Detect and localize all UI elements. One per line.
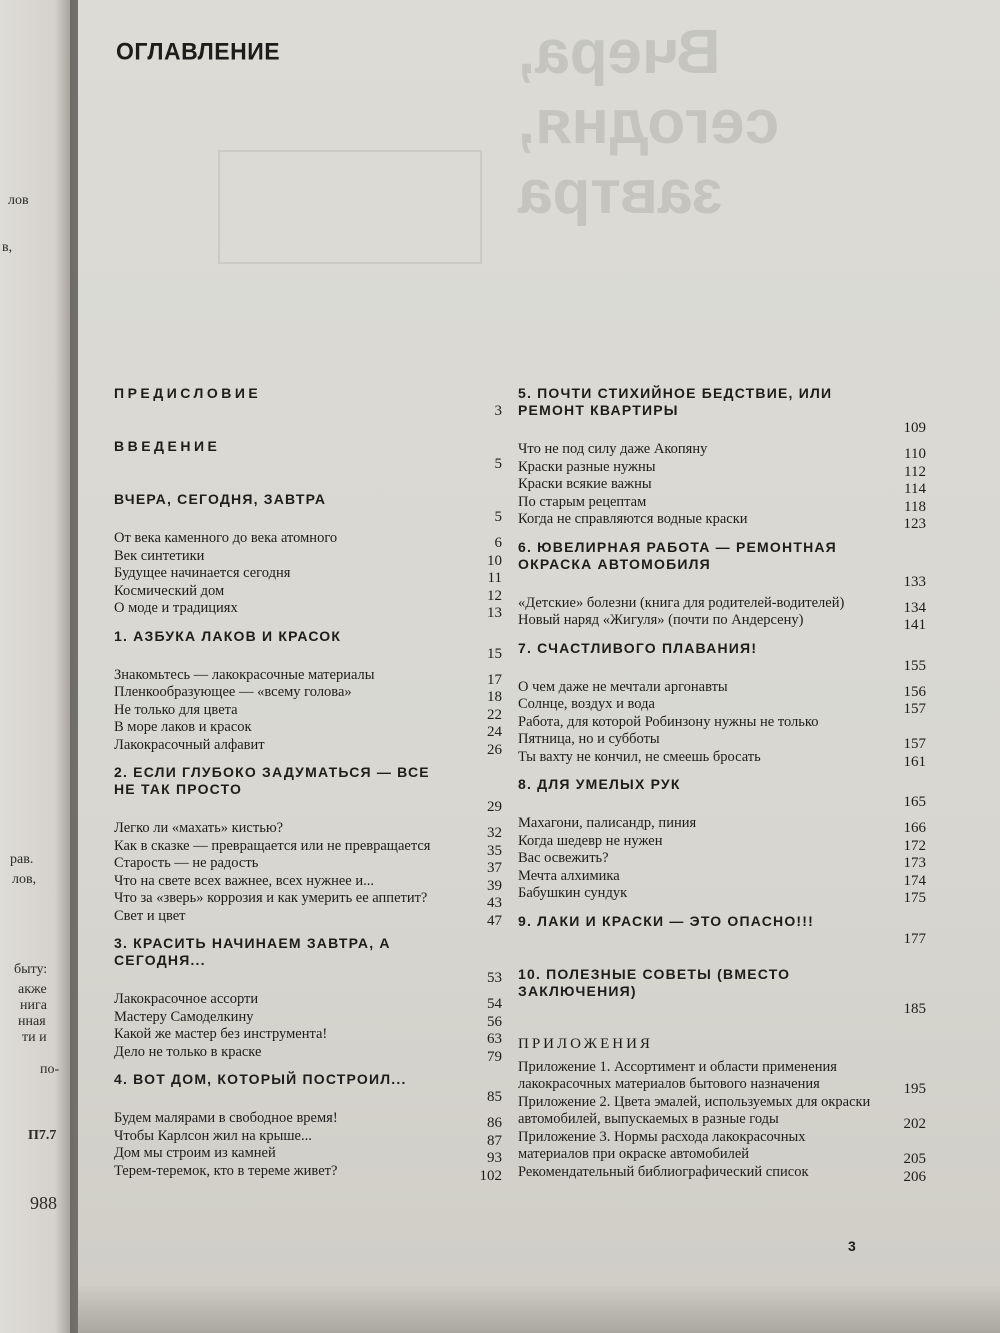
chapter-page-number: 155 [903,657,926,674]
subsection-title: Терем-теремок, кто в тереме живет? [114,1162,338,1179]
subsection-entry [518,678,926,700]
subsection-page-number: 114 [904,481,926,497]
toc-section [518,913,926,956]
chapter-title [518,965,926,1017]
chapter-title-text: ПРЕДИСЛОВИЕ [114,385,262,401]
toc-section [518,538,926,633]
chapter-title [114,764,502,815]
left-page-fragment: рав. [10,852,34,867]
subsection-entry [114,547,502,569]
subsection-title: Что на свете всех важнее, всех нужнее и... [114,872,375,889]
chapter-title [114,1071,502,1105]
subsection-entry [518,867,926,889]
subsection-page-number: 24 [487,724,502,740]
toc-section [114,491,502,621]
section-spacer [518,1000,926,1026]
subsection-title: Приложение 1. Ассортимент и области применения лакокрасочных материалов бытового назначения [518,1058,837,1092]
subsection-title: Рекомендательный библиографический список [518,1163,809,1180]
subsection-page-number: 134 [903,599,926,616]
left-page-fragment: П7.7 [28,1128,57,1143]
subsection-page-number: 175 [903,890,926,906]
subsection-page-number: 18 [487,689,502,705]
subsection-entry [114,582,502,604]
subsection-page-number: 195 [903,1081,926,1097]
subsection-entry [518,493,926,515]
subsection-title: Космический дом [114,582,225,599]
subsection-entry [518,458,926,480]
subsection-entry [518,850,926,871]
toc-section [518,639,926,770]
subsection-title: Лакокрасочное ассорти [114,991,259,1007]
toc-left-column [114,385,502,1190]
subsection-page-number: 202 [903,1116,926,1132]
subsection-page-number: 22 [487,706,502,723]
subsection-entry [114,600,502,621]
subsection-title: Дом мы строим из камней [114,1145,276,1161]
toc-page [78,0,1000,1333]
chapter-title-text: 6. ЮВЕЛИРНАЯ РАБОТА — РЕМОНТНАЯ ОКРАСКА АВТОМОБИЛЯ [518,538,837,572]
show-through-box [218,150,482,264]
toc-section [518,385,926,532]
subsection-entry [114,890,502,911]
chapter-page-number: 53 [487,970,502,986]
subsection-list [518,1058,926,1185]
left-page-fragment: в, [2,240,13,255]
toc-section [114,438,502,481]
subsection-entry [114,991,502,1012]
subsection-page-number: 118 [904,498,926,515]
subsection-page-number: 87 [487,1132,502,1149]
chapter-page-number: 185 [903,1000,926,1017]
subsection-entry [518,476,926,497]
subsection-entry [518,696,926,717]
chapter-title [518,912,926,947]
subsection-entry [114,1008,502,1030]
subsection-entry [114,907,502,929]
toc-right-column [518,385,926,1191]
left-page-fragment: 988 [30,1193,57,1213]
subsection-title: Приложение 3. Нормы расхода лакокрасочных материалов при окраске автомобилей [518,1128,806,1162]
subsection-page-number: 166 [903,820,926,836]
subsection-entry [114,736,502,758]
subsection-entry [518,612,926,633]
subsection-page-number: 10 [487,552,502,569]
subsection-list [518,441,926,532]
subsection-entry [114,565,502,586]
subsection-title: Какой же мастер без инструмента! [114,1026,328,1042]
subsection-title: Чтобы Карлсон жил на крыше... [114,1127,312,1144]
subsection-entry [114,530,502,551]
subsection-title: Век синтетики [114,547,205,564]
subsection-list [114,991,502,1065]
subsection-entry [518,748,926,770]
subsection-list [114,820,502,929]
chapter-title [518,639,926,674]
subsection-page-number: 157 [903,736,926,752]
subsection-title: Знакомьтесь — лакокрасочные материалы [114,666,375,683]
subsection-page-number: 47 [487,912,502,929]
chapter-page-number: 109 [903,420,926,436]
subsection-title: Лакокрасочный алфавит [114,736,265,753]
subsection-title: Приложение 2. Цвета эмалей, используемых для окраски автомобилей, выпускаемых в разные годы [518,1093,871,1127]
page-number: 3 [848,1238,856,1254]
subsection-page-number: 56 [487,1013,502,1030]
subsection-page-number: 93 [487,1150,502,1166]
subsection-entry [114,855,502,876]
subsection-title: «Детские» болезни (книга для родителей-водителей) [518,594,845,611]
subsection-page-number: 39 [487,877,502,894]
left-page-fragment: нная [18,1014,46,1029]
subsection-title: Будущее начинается сегодня [114,565,291,581]
subsection-list [518,815,926,906]
subsection-entry [518,832,926,854]
chapter-title-text: 1. АЗБУКА ЛАКОВ И КРАСОК [114,627,342,644]
subsection-entry [114,1145,502,1166]
subsection-page-number: 6 [494,535,502,551]
subsection-page-number: 13 [487,605,502,621]
subsection-title: В море лаков и красок [114,719,252,735]
subsection-entry [518,1163,926,1185]
subsection-title: Вас освежить? [518,850,609,866]
subsection-list [518,678,926,770]
chapter-title-text: 3. КРАСИТЬ НАЧИНАЕМ ЗАВТРА, А СЕГОДНЯ... [114,935,391,968]
subsection-page-number: 12 [487,587,502,604]
page-title: ОГЛАВЛЕНИЕ [116,37,281,65]
subsection-title: Когда не справляются водные краски [518,511,748,527]
subsection-page-number: 79 [487,1048,502,1065]
chapter-title [114,491,502,525]
chapter-title [518,385,926,436]
subsection-entry [114,837,502,859]
subsection-page-number: 86 [487,1115,502,1131]
chapter-page-number: 133 [903,573,926,590]
subsection-title: Свет и цвет [114,907,186,924]
section-spacer [114,455,502,481]
chapter-title-text: ВВЕДЕНИЕ [114,438,221,454]
subsection-page-number: 157 [903,701,926,717]
left-page-edge [0,0,78,1333]
subsection-title: Когда шедевр не нужен [518,832,663,849]
chapter-page-number: 177 [903,930,926,947]
appendix-heading: ПРИЛОЖЕНИЯ [518,1035,653,1052]
subsection-page-number: 35 [487,842,502,859]
left-page-fragment: лов [8,193,29,208]
chapter-page-number: 29 [487,799,502,815]
subsection-list [518,594,926,633]
subsection-page-number: 123 [903,516,926,532]
subsection-title: О моде и традициях [114,600,238,616]
subsection-entry [518,1093,926,1132]
toc-section [518,1035,926,1185]
left-page-fragment: быту: [14,962,48,977]
table-surface [78,1286,1000,1333]
subsection-title: Солнце, воздух и вода [518,696,655,712]
left-page-fragment: нига [20,998,47,1013]
chapter-title-text: 2. ЕСЛИ ГЛУБОКО ЗАДУМАТЬСЯ — ВСЕ НЕ ТАК ПРОСТО [114,764,430,797]
subsection-page-number: 141 [903,617,926,633]
subsection-page-number: 37 [487,860,502,876]
subsection-entry [518,1128,926,1167]
subsection-entry [114,1110,502,1131]
chapter-page-number: 165 [903,794,926,810]
subsection-page-number: 161 [903,753,926,770]
chapter-page-number: 15 [487,645,502,662]
chapter-title-text: 8. ДЛЯ УМЕЛЫХ РУК [518,776,681,792]
subsection-title: Пленкообразующее — «всему голова» [114,684,352,700]
subsection-title: Дело не только в краске [114,1043,262,1060]
subsection-title: О чем даже не мечтали аргонавты [518,678,728,695]
chapter-title [114,438,502,472]
toc-section [114,935,502,1065]
subsection-page-number: 26 [487,741,502,758]
subsection-page-number: 17 [487,671,502,688]
chapter-page-number: 85 [487,1089,502,1105]
subsection-title: Будем малярами в свободное время! [114,1110,338,1126]
show-through-text: сегодня, [518,88,780,157]
left-page-fragment: по- [40,1062,60,1077]
chapter-title [114,385,502,419]
subsection-title: Краски разные нужны [518,458,656,475]
subsection-title: Ты вахту не кончил, не смеешь бросать [518,748,761,765]
subsection-title: Махагони, палисандр, пиния [518,815,697,831]
subsection-entry [114,820,502,841]
subsection-title: Не только для цвета [114,701,238,718]
toc-section [114,627,502,758]
chapter-title [114,935,502,986]
chapter-title [114,627,502,662]
chapter-title-text: 10. ПОЛЕЗНЫЕ СОВЕТЫ (ВМЕСТО ЗАКЛЮЧЕНИЯ) [518,965,791,999]
subsection-page-number: 110 [904,446,926,462]
subsection-page-number: 102 [479,1167,502,1184]
chapter-title-text: ВЧЕРА, СЕГОДНЯ, ЗАВТРА [114,491,327,507]
subsection-entry [114,701,502,723]
toc-section [114,764,502,929]
left-page-fragment: лов, [12,872,37,887]
subsection-list [114,530,502,621]
subsection-entry [518,713,926,752]
chapter-title-text: 4. ВОТ ДОМ, КОТОРЫЙ ПОСТРОИЛ... [114,1071,407,1087]
subsection-page-number: 54 [487,996,502,1012]
subsection-entry [114,1162,502,1184]
subsection-title: Что за «зверь» коррозия и как умерить ее аппетит? [114,890,428,906]
chapter-title [518,538,926,590]
chapter-page-number: 3 [494,403,502,419]
toc-section [114,1071,502,1184]
toc-section [518,776,926,906]
subsection-title: Краски всякие важны [518,476,652,492]
subsection-title: От века каменного до века атомного [114,530,338,546]
subsection-page-number: 156 [903,683,926,700]
subsection-title: Как в сказке — превращается или не превращается [114,837,431,854]
subsection-page-number: 32 [487,825,502,841]
toc-section [114,385,502,428]
subsection-entry [518,885,926,906]
subsection-entry [114,719,502,740]
subsection-entry [114,1127,502,1149]
chapter-title-text: 5. ПОЧТИ СТИХИЙНОЕ БЕДСТВИЕ, ИЛИ РЕМОНТ КВАРТИРЫ [518,385,833,418]
subsection-title: По старым рецептам [518,493,647,510]
subsection-entry [518,1058,926,1097]
subsection-title: Старость — не радость [114,855,259,871]
subsection-page-number: 43 [487,895,502,911]
subsection-page-number: 112 [904,463,926,480]
left-page-fragment: акже [18,982,47,997]
subsection-page-number: 174 [903,872,926,889]
subsection-page-number: 206 [903,1168,926,1185]
chapter-title-text: 9. ЛАКИ И КРАСКИ — ЭТО ОПАСНО!!! [518,912,815,929]
subsection-entry [518,594,926,616]
subsection-list [114,1110,502,1184]
subsection-entry [114,684,502,705]
show-through-text: Вчера, [518,18,721,87]
subsection-title: Легко ли «махать» кистью? [114,820,284,836]
subsection-title: Новый наряд «Жигуля» (почти по Андерсену) [518,612,804,628]
subsection-entry [114,666,502,688]
subsection-entry [114,1026,502,1047]
chapter-page-number: 5 [494,509,502,525]
subsection-page-number: 63 [487,1031,502,1047]
subsection-entry [114,872,502,894]
show-through-text: завтра [518,158,723,227]
subsection-page-number: 11 [487,570,502,586]
subsection-title: Мечта алхимика [518,867,620,884]
subsection-title: Мастеру Самоделкину [114,1008,254,1025]
chapter-page-number: 5 [494,456,502,472]
subsection-list [114,666,502,758]
section-spacer [518,930,926,956]
subsection-entry [518,511,926,532]
subsection-entry [518,441,926,462]
toc-section [518,966,926,1026]
subsection-title: Работа, для которой Робинзону нужны не только Пятница, но и субботы [518,713,819,747]
subsection-title: Бабушкин сундук [518,885,628,901]
chapter-title [518,776,926,810]
subsection-entry [114,1043,502,1065]
subsection-page-number: 172 [903,837,926,854]
subsection-title: Что не под силу даже Акопяну [518,441,708,457]
subsection-page-number: 173 [903,855,926,871]
subsection-page-number: 205 [903,1151,926,1167]
subsection-entry [518,815,926,836]
section-spacer [114,402,502,428]
left-page-fragment: ти и [22,1030,47,1045]
chapter-title-text: 7. СЧАСТЛИВОГО ПЛАВАНИЯ! [518,639,758,656]
